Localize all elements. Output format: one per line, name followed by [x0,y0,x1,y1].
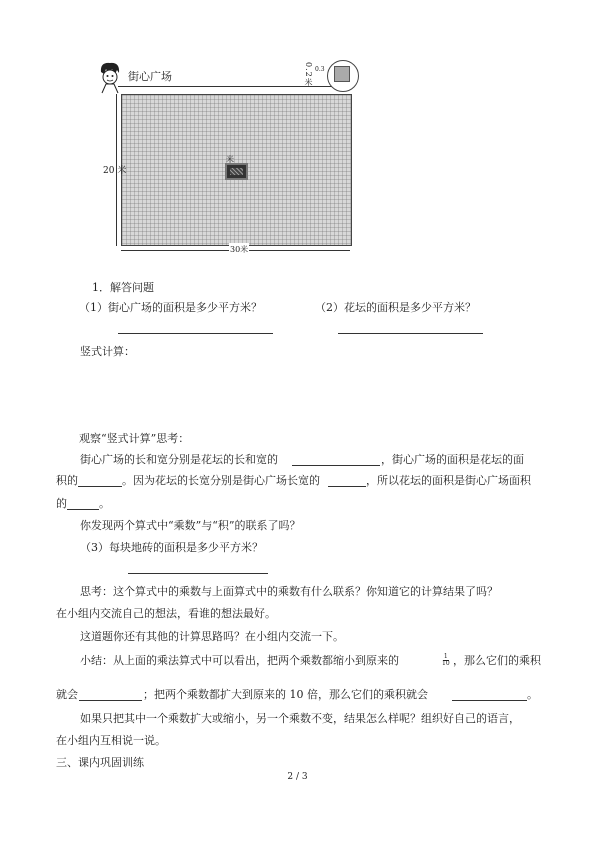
observe-line3-a: 的 [56,497,67,510]
observe-heading: 观察“竖式计算”思考： [79,432,190,445]
vertical-calc-label: 竖式计算： [80,345,135,358]
fraction-denominator: 10 [442,660,450,667]
think-line2: 在小组内交流自己的想法，看谁的想法最好。 [56,607,276,620]
summary-line2-b: ；把两个乘数都扩大到原来的 10 倍，那么它们的乘积就会 [143,688,428,701]
fraction-numerator: 1 [443,653,448,660]
floor-tile [334,66,350,82]
section3-heading: 三、课内巩固训练 [56,756,144,769]
summary-line2-c: 。 [527,688,538,701]
observe-question: 你发现两个算式中“乘数”与“积”的联系了吗？ [80,519,301,532]
other-idea: 这道题你还有其他的计算思路吗？在小组内交流一下。 [80,630,344,643]
flower-bed-width-label: 米 [226,155,234,164]
page-number: 2 / 3 [287,772,308,782]
caption-underline [118,86,334,87]
question-1: （1）街心广场的面积是多少平方米？ [79,301,262,314]
observe-line1-b: ，街心广场的面积是花坛的面 [381,453,524,466]
summary-line2-a: 就会 [56,688,78,701]
observe-line2-b: 。因为花坛的长宽分别是街心广场长宽的 [122,474,320,487]
blank-multiple-sides[interactable] [292,465,380,466]
extend-line1: 如果只把其中一个乘数扩大或缩小，另一个乘数不变，结果怎么样呢？组织好自己的语言， [80,712,520,725]
blank-multiple-area[interactable] [78,486,122,487]
figure-caption: 街心广场 [128,70,172,83]
question-2: （2）花坛的面积是多少平方米？ [315,301,476,314]
observe-line3-b: 。 [99,497,110,510]
blank-fraction-sides[interactable] [328,486,366,487]
blank-shrink-result[interactable] [79,700,142,701]
observe-line1-a: 街心广场的长和宽分别是花坛的长和宽的 [80,453,278,466]
plaza-height-label: 20 米 [103,166,127,176]
observe-line2-a: 积的 [56,474,78,487]
answer-line-q3[interactable] [128,573,268,574]
think-line1: 思考：这个算式中的乘数与上面算式中的乘数有什么联系？你知道它的计算结果了吗？ [80,585,498,598]
fraction-one-tenth [442,654,450,667]
question-3: （3）每块地砖的面积是多少平方米？ [80,541,263,554]
summary-line1-b: ，那么它们的乘积 [453,654,541,667]
blank-expand-result[interactable] [452,700,527,701]
blank-fraction-area[interactable] [67,509,99,510]
tile-side-small-label: 0.3 [315,66,325,73]
extend-line2: 在小组内互相说一说。 [56,734,166,747]
observe-line2-c: ，所以花坛的面积是街心广场面积 [366,474,531,487]
tile-side-label: 0.2米 [304,62,313,87]
plaza-width-label: 30米 [229,243,249,257]
cartoon-child-icon [96,60,124,94]
answer-line-q2[interactable] [338,333,483,334]
section1-heading: 1．解答问题 [92,281,154,294]
summary-line1-a: 小结：从上面的乘法算式中可以看出，把两个乘数都缩小到原来的 [80,654,399,667]
answer-line-q1[interactable] [118,333,273,334]
